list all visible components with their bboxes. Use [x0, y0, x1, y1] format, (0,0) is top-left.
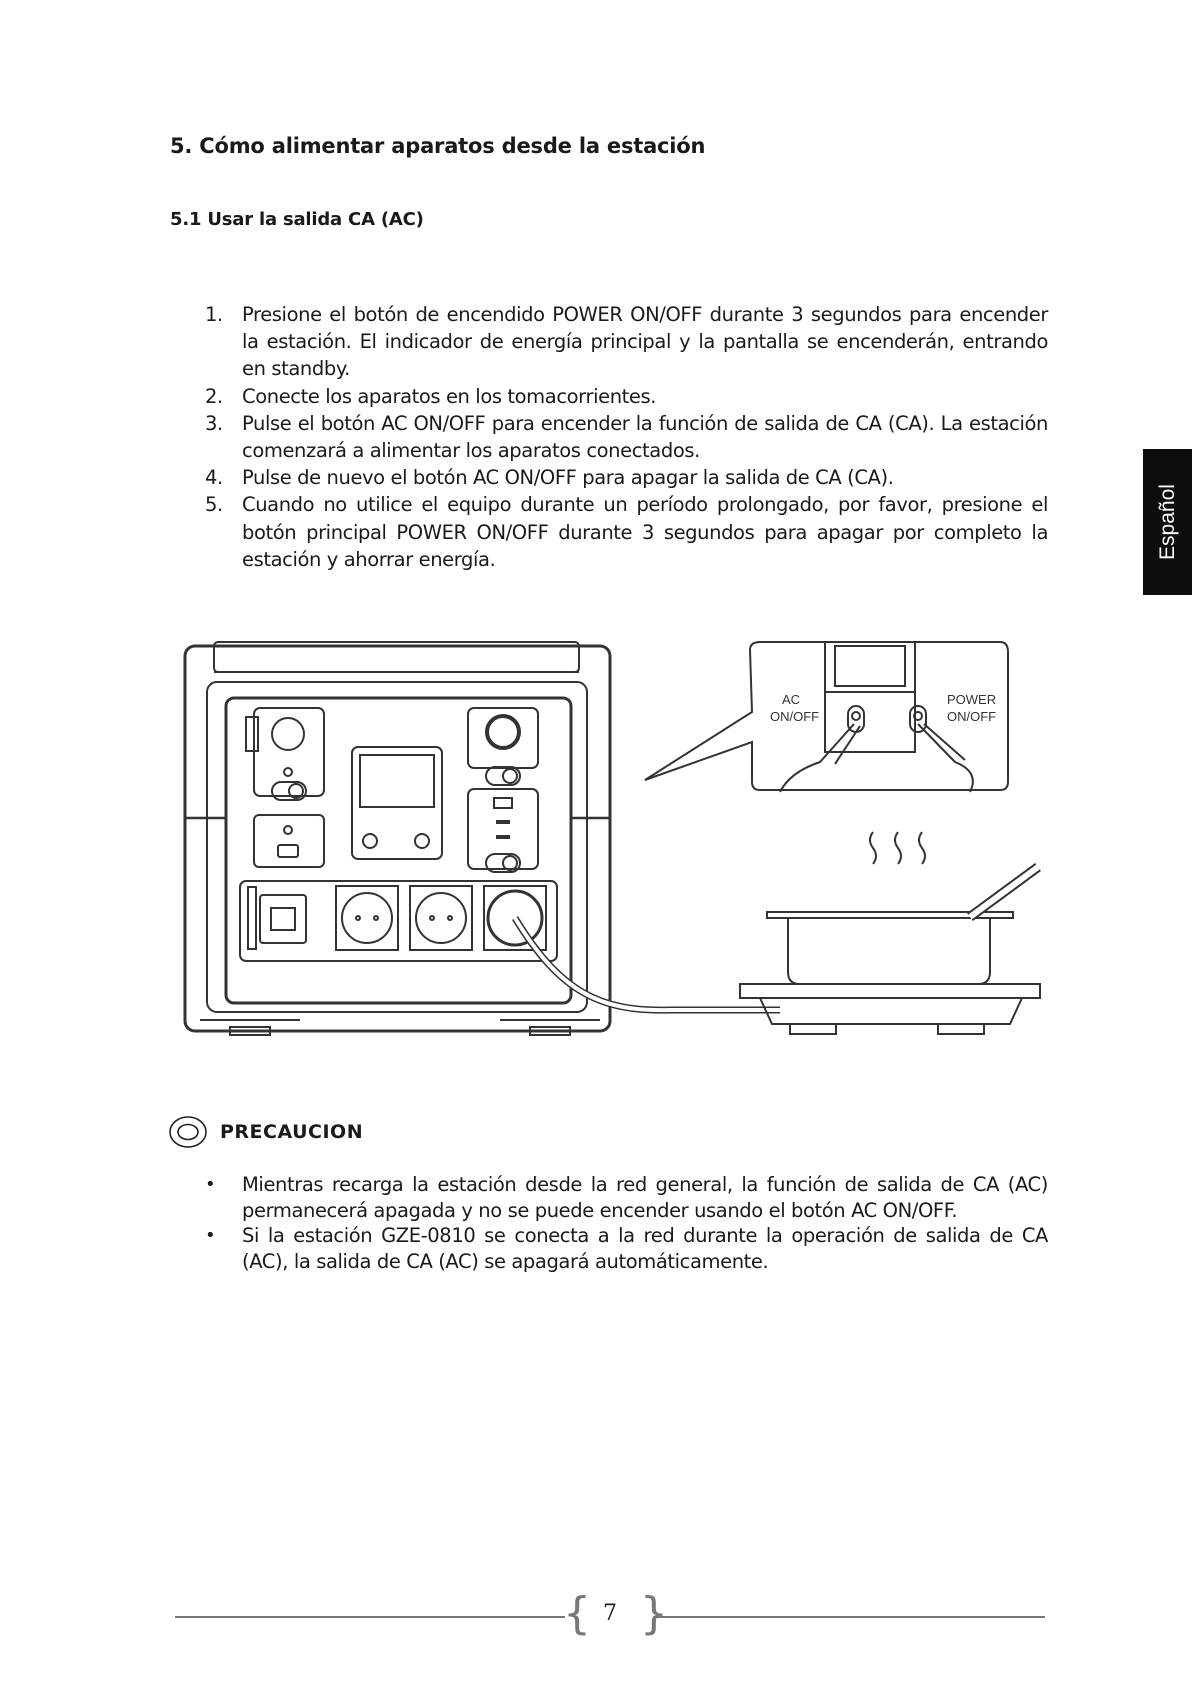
list-item: [205, 410, 1048, 464]
ac-label: AC: [782, 692, 801, 707]
list-item: [205, 464, 1048, 491]
step-number: 3.: [205, 411, 223, 435]
bullet: •: [205, 1174, 216, 1195]
step-text: Cuando no utilice el equipo durante un período prolongado, por favor, presione el botón principal POWER ON/OFF durante 3 segundos para apagar por completo la estación y ahorrar energía.: [242, 493, 1048, 571]
footer-rule-left: [175, 1616, 565, 1618]
list-item: [205, 1223, 1048, 1274]
footer-rule-right: [655, 1616, 1045, 1618]
power-label: ON/OFF: [947, 709, 997, 724]
list-item: [205, 491, 1048, 573]
footer-bracket-left: {: [563, 1588, 591, 1639]
bullet: •: [205, 1225, 216, 1246]
language-tab: [1143, 449, 1192, 595]
list-item: [205, 301, 1048, 383]
step-text: Pulse el botón AC ON/OFF para encender la función de salida de CA (CA). La estación comenzará a alimentar los aparatos conectados.: [242, 411, 1048, 463]
caution-list: [205, 1172, 1048, 1274]
subsection-heading: 5.1 Usar la salida CA (AC): [170, 209, 424, 230]
cooktop-drawing: [740, 832, 1040, 1034]
list-item: [205, 1172, 1048, 1223]
caution-title: PRECAUCION: [220, 1121, 364, 1143]
step-number: 2.: [205, 384, 223, 408]
caution-icon: [168, 1115, 208, 1149]
list-item: [205, 383, 1048, 410]
steps-list: [205, 301, 1048, 573]
power-station-illustration: [170, 632, 1050, 1042]
step-text: Presione el botón de encendido POWER ON/OFF durante 3 segundos para encender la estación. El indicador de energía principal y la pantalla se encenderán, entrando en standby.: [242, 303, 1048, 381]
power-label: POWER: [947, 692, 997, 707]
ac-label: ON/OFF: [770, 709, 820, 724]
step-number: 5.: [205, 493, 223, 517]
caution-text: Si la estación GZE-0810 se conecta a la red durante la operación de salida de CA (AC), la salida de CA (AC) se apagará automáticamente.: [242, 1224, 1048, 1273]
section-heading: 5. Cómo alimentar aparatos desde la estación: [170, 134, 706, 158]
footer-bracket-right: }: [640, 1588, 668, 1639]
step-number: 4.: [205, 466, 223, 490]
power-station-drawing: [185, 642, 610, 1035]
page-number: 7: [603, 1601, 617, 1626]
step-text: Conecte los aparatos en los tomacorrientes.: [242, 384, 657, 408]
step-text: Pulse de nuevo el botón AC ON/OFF para apagar la salida de CA (CA).: [242, 466, 894, 490]
language-tab-label: Español: [1155, 484, 1179, 560]
step-number: 1.: [205, 303, 223, 326]
caution-text: Mientras recarga la estación desde la red general, la función de salida de CA (AC) permanecerá apagada y no se puede encender usando el botón AC ON/OFF.: [242, 1173, 1048, 1222]
